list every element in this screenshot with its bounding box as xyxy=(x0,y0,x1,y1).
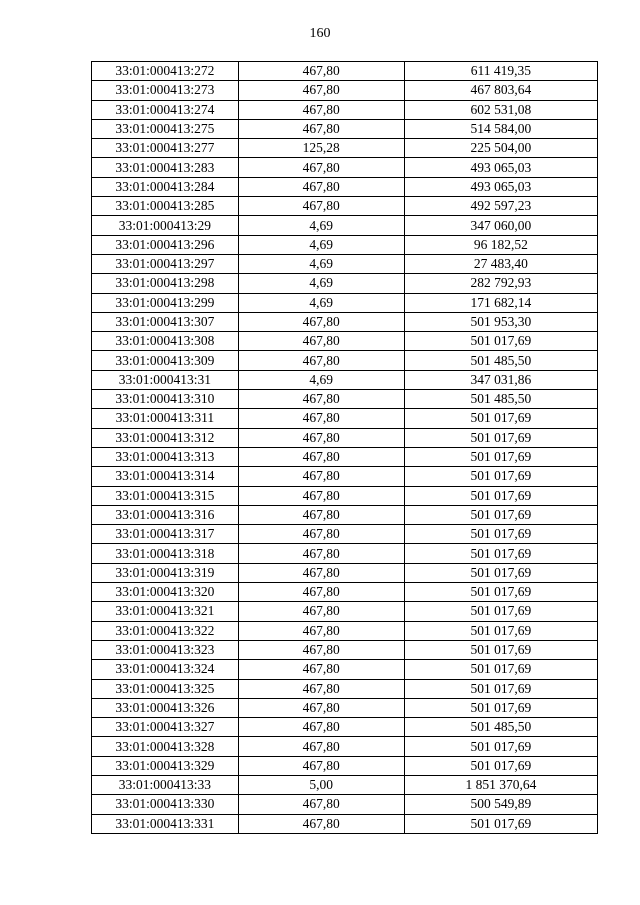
cadastral-number-cell: 33:01:000413:314 xyxy=(92,467,239,486)
table-row xyxy=(92,235,598,254)
area-cell: 467,80 xyxy=(238,177,404,196)
table-row xyxy=(92,505,598,524)
area-cell: 467,80 xyxy=(238,81,404,100)
cadastral-number-cell: 33:01:000413:29 xyxy=(92,216,239,235)
table-row xyxy=(92,737,598,756)
area-cell: 4,69 xyxy=(238,254,404,273)
table-row xyxy=(92,718,598,737)
area-cell: 467,80 xyxy=(238,119,404,138)
table-row xyxy=(92,602,598,621)
table-row xyxy=(92,254,598,273)
value-cell: 501 485,50 xyxy=(404,718,597,737)
table-row xyxy=(92,390,598,409)
area-cell: 467,80 xyxy=(238,409,404,428)
table-row xyxy=(92,679,598,698)
value-cell: 493 065,03 xyxy=(404,177,597,196)
table-row xyxy=(92,409,598,428)
area-cell: 467,80 xyxy=(238,505,404,524)
value-cell: 347 060,00 xyxy=(404,216,597,235)
value-cell: 501 017,69 xyxy=(404,756,597,775)
table-row xyxy=(92,814,598,833)
table-row xyxy=(92,332,598,351)
table-row xyxy=(92,467,598,486)
table-row xyxy=(92,447,598,466)
area-cell: 467,80 xyxy=(238,390,404,409)
value-cell: 514 584,00 xyxy=(404,119,597,138)
cadastral-number-cell: 33:01:000413:308 xyxy=(92,332,239,351)
table-row xyxy=(92,158,598,177)
area-cell: 4,69 xyxy=(238,274,404,293)
cadastral-number-cell: 33:01:000413:319 xyxy=(92,563,239,582)
value-cell: 501 017,69 xyxy=(404,583,597,602)
cadastral-number-cell: 33:01:000413:312 xyxy=(92,428,239,447)
area-cell: 4,69 xyxy=(238,235,404,254)
table-row xyxy=(92,216,598,235)
value-cell: 501 017,69 xyxy=(404,602,597,621)
table-row xyxy=(92,660,598,679)
table-row xyxy=(92,525,598,544)
area-cell: 467,80 xyxy=(238,158,404,177)
cadastral-number-cell: 33:01:000413:330 xyxy=(92,795,239,814)
cadastral-number-cell: 33:01:000413:327 xyxy=(92,718,239,737)
area-cell: 467,80 xyxy=(238,679,404,698)
table-row xyxy=(92,293,598,312)
area-cell: 5,00 xyxy=(238,775,404,794)
cadastral-number-cell: 33:01:000413:272 xyxy=(92,62,239,81)
cadastral-number-cell: 33:01:000413:284 xyxy=(92,177,239,196)
value-cell: 501 017,69 xyxy=(404,428,597,447)
area-cell: 467,80 xyxy=(238,563,404,582)
area-cell: 125,28 xyxy=(238,139,404,158)
table-row xyxy=(92,370,598,389)
value-cell: 501 017,69 xyxy=(404,814,597,833)
area-cell: 467,80 xyxy=(238,621,404,640)
area-cell: 467,80 xyxy=(238,737,404,756)
area-cell: 4,69 xyxy=(238,293,404,312)
cadastral-number-cell: 33:01:000413:274 xyxy=(92,100,239,119)
cadastral-number-cell: 33:01:000413:33 xyxy=(92,775,239,794)
table-row xyxy=(92,62,598,81)
cadastral-number-cell: 33:01:000413:275 xyxy=(92,119,239,138)
area-cell: 467,80 xyxy=(238,486,404,505)
cadastral-number-cell: 33:01:000413:310 xyxy=(92,390,239,409)
value-cell: 27 483,40 xyxy=(404,254,597,273)
table-row xyxy=(92,428,598,447)
area-cell: 467,80 xyxy=(238,312,404,331)
area-cell: 467,80 xyxy=(238,660,404,679)
cadastral-number-cell: 33:01:000413:311 xyxy=(92,409,239,428)
area-cell: 467,80 xyxy=(238,467,404,486)
table-row xyxy=(92,312,598,331)
value-cell: 501 017,69 xyxy=(404,698,597,717)
cadastral-number-cell: 33:01:000413:321 xyxy=(92,602,239,621)
cadastral-number-cell: 33:01:000413:328 xyxy=(92,737,239,756)
area-cell: 467,80 xyxy=(238,351,404,370)
cadastral-number-cell: 33:01:000413:283 xyxy=(92,158,239,177)
table-row xyxy=(92,486,598,505)
cadastral-number-cell: 33:01:000413:277 xyxy=(92,139,239,158)
area-cell: 467,80 xyxy=(238,583,404,602)
value-cell: 501 017,69 xyxy=(404,737,597,756)
cadastral-number-cell: 33:01:000413:285 xyxy=(92,197,239,216)
cadastral-number-cell: 33:01:000413:323 xyxy=(92,640,239,659)
table-row xyxy=(92,81,598,100)
cadastral-number-cell: 33:01:000413:298 xyxy=(92,274,239,293)
cadastral-number-cell: 33:01:000413:307 xyxy=(92,312,239,331)
value-cell: 493 065,03 xyxy=(404,158,597,177)
table-row xyxy=(92,775,598,794)
area-cell: 467,80 xyxy=(238,718,404,737)
value-cell: 1 851 370,64 xyxy=(404,775,597,794)
table-row xyxy=(92,621,598,640)
value-cell: 501 017,69 xyxy=(404,332,597,351)
area-cell: 467,80 xyxy=(238,525,404,544)
table-row xyxy=(92,795,598,814)
area-cell: 467,80 xyxy=(238,332,404,351)
cadastral-number-cell: 33:01:000413:320 xyxy=(92,583,239,602)
value-cell: 501 017,69 xyxy=(404,525,597,544)
cadastral-number-cell: 33:01:000413:309 xyxy=(92,351,239,370)
area-cell: 467,80 xyxy=(238,197,404,216)
value-cell: 171 682,14 xyxy=(404,293,597,312)
cadastral-number-cell: 33:01:000413:313 xyxy=(92,447,239,466)
table-row xyxy=(92,100,598,119)
cadastral-number-cell: 33:01:000413:273 xyxy=(92,81,239,100)
value-cell: 501 485,50 xyxy=(404,351,597,370)
cadastral-number-cell: 33:01:000413:315 xyxy=(92,486,239,505)
value-cell: 501 017,69 xyxy=(404,660,597,679)
value-cell: 602 531,08 xyxy=(404,100,597,119)
value-cell: 501 017,69 xyxy=(404,467,597,486)
cadastral-number-cell: 33:01:000413:296 xyxy=(92,235,239,254)
cadastral-number-cell: 33:01:000413:324 xyxy=(92,660,239,679)
area-cell: 467,80 xyxy=(238,100,404,119)
cadastral-number-cell: 33:01:000413:299 xyxy=(92,293,239,312)
area-cell: 4,69 xyxy=(238,216,404,235)
cadastral-number-cell: 33:01:000413:329 xyxy=(92,756,239,775)
cadastral-number-cell: 33:01:000413:316 xyxy=(92,505,239,524)
area-cell: 467,80 xyxy=(238,602,404,621)
value-cell: 501 017,69 xyxy=(404,563,597,582)
area-cell: 467,80 xyxy=(238,544,404,563)
table-row xyxy=(92,177,598,196)
table-row xyxy=(92,544,598,563)
value-cell: 467 803,64 xyxy=(404,81,597,100)
value-cell: 96 182,52 xyxy=(404,235,597,254)
cadastral-number-cell: 33:01:000413:326 xyxy=(92,698,239,717)
page-number: 160 xyxy=(309,26,331,41)
table-row xyxy=(92,351,598,370)
area-cell: 4,69 xyxy=(238,370,404,389)
value-cell: 501 017,69 xyxy=(404,409,597,428)
table-row xyxy=(92,139,598,158)
value-cell: 501 953,30 xyxy=(404,312,597,331)
area-cell: 467,80 xyxy=(238,698,404,717)
table-row xyxy=(92,583,598,602)
value-cell: 501 017,69 xyxy=(404,447,597,466)
value-cell: 225 504,00 xyxy=(404,139,597,158)
cadastral-number-cell: 33:01:000413:325 xyxy=(92,679,239,698)
value-cell: 501 017,69 xyxy=(404,679,597,698)
value-cell: 501 017,69 xyxy=(404,486,597,505)
area-cell: 467,80 xyxy=(238,795,404,814)
value-cell: 611 419,35 xyxy=(404,62,597,81)
table-row xyxy=(92,563,598,582)
value-cell: 500 549,89 xyxy=(404,795,597,814)
table-row xyxy=(92,698,598,717)
area-cell: 467,80 xyxy=(238,814,404,833)
value-cell: 501 017,69 xyxy=(404,621,597,640)
value-cell: 501 485,50 xyxy=(404,390,597,409)
area-cell: 467,80 xyxy=(238,447,404,466)
value-cell: 501 017,69 xyxy=(404,640,597,659)
value-cell: 501 017,69 xyxy=(404,544,597,563)
cadastral-number-cell: 33:01:000413:322 xyxy=(92,621,239,640)
table-row xyxy=(92,274,598,293)
area-cell: 467,80 xyxy=(238,62,404,81)
area-cell: 467,80 xyxy=(238,428,404,447)
cadastral-number-cell: 33:01:000413:318 xyxy=(92,544,239,563)
value-cell: 347 031,86 xyxy=(404,370,597,389)
cadastral-number-cell: 33:01:000413:31 xyxy=(92,370,239,389)
area-cell: 467,80 xyxy=(238,756,404,775)
value-cell: 282 792,93 xyxy=(404,274,597,293)
area-cell: 467,80 xyxy=(238,640,404,659)
table-body xyxy=(92,62,598,834)
value-cell: 501 017,69 xyxy=(404,505,597,524)
cadastral-number-cell: 33:01:000413:317 xyxy=(92,525,239,544)
table-row xyxy=(92,756,598,775)
cadastral-table xyxy=(91,61,598,834)
value-cell: 492 597,23 xyxy=(404,197,597,216)
cadastral-number-cell: 33:01:000413:331 xyxy=(92,814,239,833)
table-row xyxy=(92,640,598,659)
table-row xyxy=(92,119,598,138)
cadastral-number-cell: 33:01:000413:297 xyxy=(92,254,239,273)
table-row xyxy=(92,197,598,216)
